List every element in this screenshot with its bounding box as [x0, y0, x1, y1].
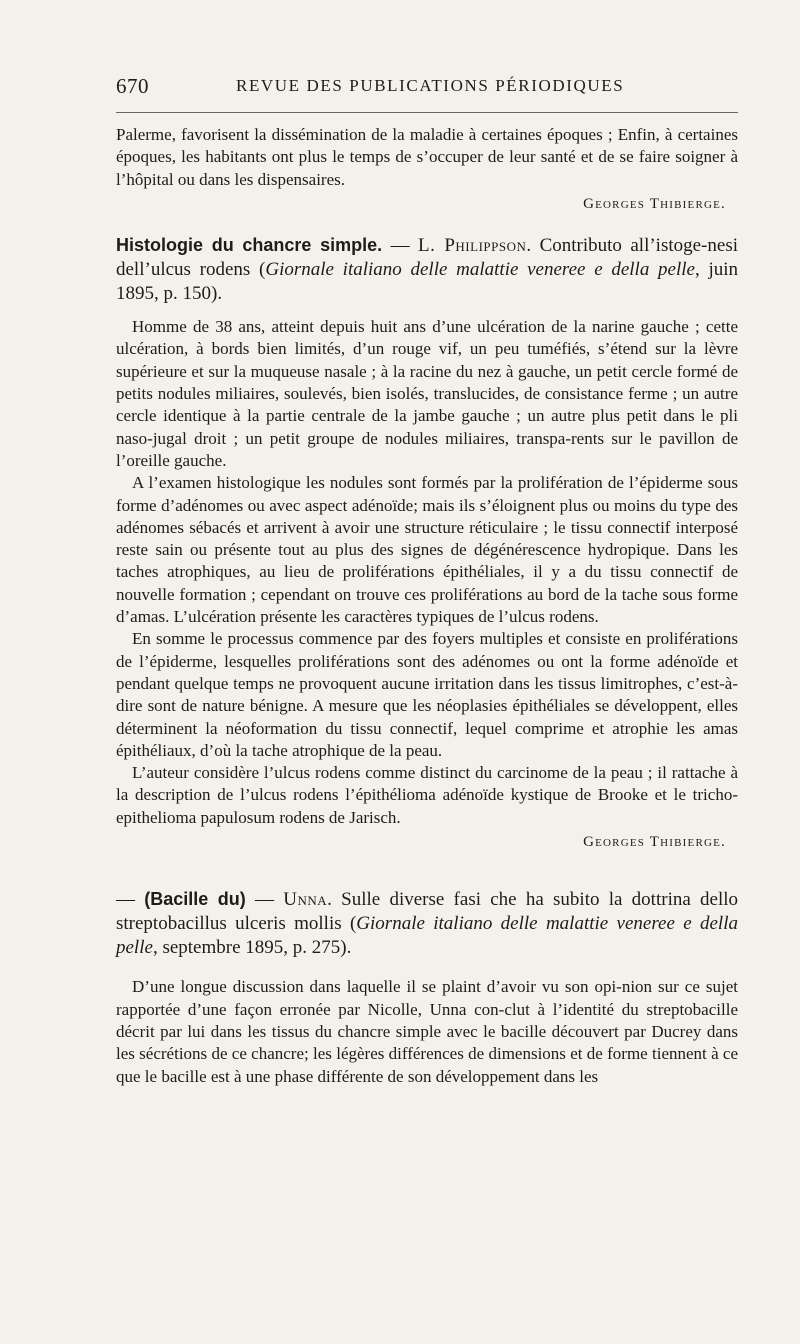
entry-author: L. Philippson — [418, 235, 527, 257]
entry-dash: — — [245, 889, 284, 911]
body-paragraph: D’une longue discussion dans laquelle il se plaint d’avoir vu son opi-nion sur ce sujet rapportée d’une façon erronée par Nicolle, Unna con-clut à l’identité du streptobacille décrit par lui dans les tissus du chancre simple avec le bacille découvert par Ducrey dans les sécrétions de ce chancre; les légères différences de dimensions et de forme tiennent à ce que le bacille est à une phase différente de son développement dans les — [116, 977, 738, 1086]
entry-title: (Bacille du) — [144, 889, 246, 910]
intro-paragraph: Palerme, favorisent la dissémination de la maladie à certaines époques ; Enfin, à certaines époques, les habitants ont plus le temps de s’occuper de leur santé et de se faire soigner à l’hôpital ou dans les dispensaires. — [116, 125, 738, 189]
entry-heading — [116, 887, 738, 960]
signature: Georges Thibierge. — [583, 834, 726, 851]
entry-journal: Giornale italiano delle malattie veneree e della pelle — [116, 913, 738, 959]
entry-citation: , juin 1895, p. 150). — [116, 259, 739, 305]
entry-heading — [116, 233, 738, 306]
entry-lead-dash: — — [116, 889, 145, 911]
page-body — [116, 124, 738, 1088]
entry-author: Unna — [283, 889, 328, 911]
body-paragraph: Homme de 38 ans, atteint depuis huit ans d’une ulcération de la narine gauche ; cette ulcération, à bords bien limités, d’un rouge vif, un peu tuméfiés, s’étend sur la lèvre supérieure et sur la muqueuse nasale ; à la racine du nez à gauche, un petit cercle formé de petits nodules miliaires, soulevés, bien isolés, translucides, de consistance ferme ; un autre cercle identique à la partie centrale de la jambe gauche ; un autre plus petit dans le pli naso-jugal droit ; un petit groupe de nodules miliaires, transpa-rents sur le pavillon de l’oreille gauche. — [116, 317, 738, 470]
page-number: 670 — [116, 74, 149, 98]
document-page — [116, 0, 738, 1344]
body-paragraph: En somme le processus commence par des foyers multiples et consiste en proliférations de l’épiderme, lesquelles proliférations sont des adénomes ou ont la forme adénoïde et pendant quelque temps ne provoquent aucune irritation dans les tissus limitrophes, c’est-à-dire sont de nature bénigne. A mesure que les néoplasies épithéliales se développent, elles déterminent la néoformation du tissu connectif, lequel comprime et atrophie les amas épithéliaux, d’où la tache atrophique de la peau. — [116, 629, 738, 760]
body-paragraph: A l’examen histologique les nodules sont formés par la prolifération de l’épiderme sous forme d’adénomes ou avec aspect adénoïde; mais ils s’éloignent plus ou moins du type des adénomes sébacés et arrivent à avoir une structure réticulaire ; le tissu connectif interposé reste sain ou présente tout au plus des signes de dégénérescence hydropique. Dans les taches atrophiques, au lieu de proliférations épithéliales, il y a du tissu connectif de nouvelle formation ; cependant on trouve ces proliférations au bord de la tache sous forme d’amas. L’ulcération présente les caractères typiques de l’ulcus rodens. — [116, 473, 738, 627]
entry-citation: , septembre 1895, p. 275). — [152, 937, 352, 959]
entry-title-text: . Contributo all’istoge-nesi dell’ulcus rodens ( — [116, 235, 738, 281]
page-header — [116, 74, 738, 102]
entry-dash: — — [382, 235, 419, 257]
running-title: REVUE DES PUBLICATIONS PÉRIODIQUES — [236, 76, 625, 95]
entry-title-text: . Sulle diverse fasi che ha subito la dottrina dello streptobacillus ulceris mollis ( — [116, 889, 739, 935]
entry-journal: Giornale italiano delle malattie veneree e della pelle — [265, 259, 695, 281]
signature: Georges Thibierge. — [583, 195, 726, 212]
entry-title: Histologie du chancre simple. — [116, 235, 383, 256]
header-rule — [116, 112, 738, 113]
body-paragraph: L’auteur considère l’ulcus rodens comme distinct du carcinome de la peau ; il rattache à la description de l’ulcus rodens l’épithélioma adénoïde kystique de Brooke et le tricho-epithelioma papulosum rodens de Jarisch. — [116, 763, 738, 827]
